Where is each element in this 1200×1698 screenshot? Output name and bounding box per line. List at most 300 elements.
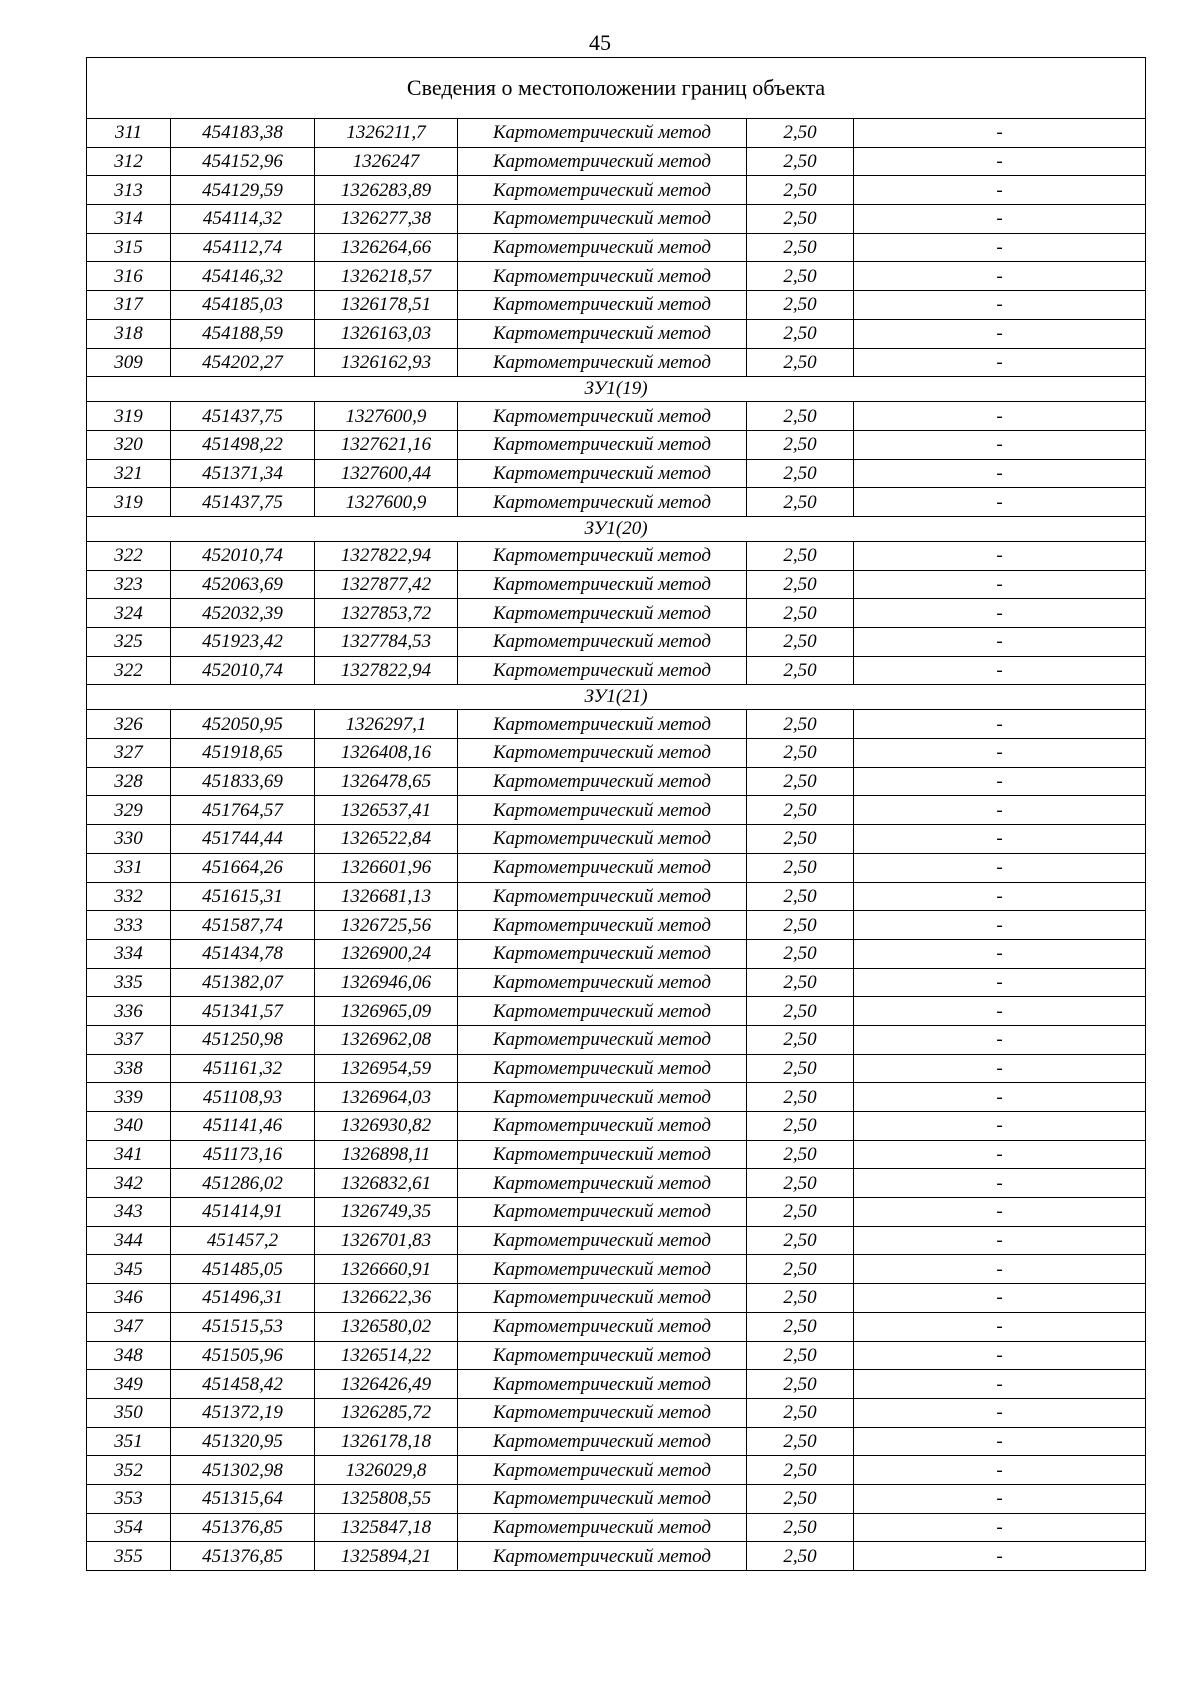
y-coordinate-cell: 1326285,72: [315, 1398, 458, 1427]
description-cell: -: [854, 911, 1146, 940]
method-cell: Картометрический метод: [458, 1398, 747, 1427]
method-cell: Картометрический метод: [458, 1198, 747, 1227]
accuracy-cell: 2,50: [747, 1427, 854, 1456]
point-number-cell: 350: [87, 1398, 171, 1427]
y-coordinate-cell: 1326522,84: [315, 825, 458, 854]
method-cell: Картометрический метод: [458, 1112, 747, 1141]
accuracy-cell: 2,50: [747, 710, 854, 739]
table-row: [87, 882, 1146, 911]
point-number-cell: 326: [87, 710, 171, 739]
method-cell: Картометрический метод: [458, 1025, 747, 1054]
point-number-cell: 319: [87, 488, 171, 517]
accuracy-cell: 2,50: [747, 205, 854, 234]
y-coordinate-cell: 1326946,06: [315, 968, 458, 997]
point-number-cell: 348: [87, 1341, 171, 1370]
x-coordinate-cell: 451141,46: [171, 1112, 315, 1141]
y-coordinate-cell: 1326283,89: [315, 176, 458, 205]
x-coordinate-cell: 451437,75: [171, 402, 315, 431]
y-coordinate-cell: 1326622,36: [315, 1284, 458, 1313]
y-coordinate-cell: 1326701,83: [315, 1226, 458, 1255]
table-row: [87, 119, 1146, 148]
description-cell: -: [854, 1341, 1146, 1370]
x-coordinate-cell: 451371,34: [171, 459, 315, 488]
y-coordinate-cell: 1326247: [315, 147, 458, 176]
method-cell: Картометрический метод: [458, 262, 747, 291]
point-number-cell: 343: [87, 1198, 171, 1227]
description-cell: -: [854, 488, 1146, 517]
x-coordinate-cell: 452050,95: [171, 710, 315, 739]
method-cell: Картометрический метод: [458, 1513, 747, 1542]
section-label: ЗУ1(21): [87, 685, 1146, 710]
method-cell: Картометрический метод: [458, 997, 747, 1026]
description-cell: -: [854, 1169, 1146, 1198]
point-number-cell: 329: [87, 796, 171, 825]
point-number-cell: 351: [87, 1427, 171, 1456]
accuracy-cell: 2,50: [747, 1484, 854, 1513]
x-coordinate-cell: 451458,42: [171, 1370, 315, 1399]
table-row: [87, 767, 1146, 796]
table-row: [87, 739, 1146, 768]
description-cell: -: [854, 233, 1146, 262]
method-cell: Картометрический метод: [458, 911, 747, 940]
table-row: [87, 205, 1146, 234]
y-coordinate-cell: 1326681,13: [315, 882, 458, 911]
method-cell: Картометрический метод: [458, 430, 747, 459]
method-cell: Картометрический метод: [458, 570, 747, 599]
accuracy-cell: 2,50: [747, 1054, 854, 1083]
x-coordinate-cell: 451764,57: [171, 796, 315, 825]
method-cell: Картометрический метод: [458, 176, 747, 205]
x-coordinate-cell: 451664,26: [171, 853, 315, 882]
description-cell: -: [854, 1226, 1146, 1255]
method-cell: Картометрический метод: [458, 488, 747, 517]
description-cell: -: [854, 1312, 1146, 1341]
x-coordinate-cell: 451376,85: [171, 1542, 315, 1571]
x-coordinate-cell: 451302,98: [171, 1456, 315, 1485]
method-cell: Картометрический метод: [458, 1169, 747, 1198]
point-number-cell: 331: [87, 853, 171, 882]
table-row: [87, 459, 1146, 488]
accuracy-cell: 2,50: [747, 911, 854, 940]
method-cell: Картометрический метод: [458, 291, 747, 320]
x-coordinate-cell: 454202,27: [171, 348, 315, 377]
y-coordinate-cell: 1326898,11: [315, 1140, 458, 1169]
accuracy-cell: 2,50: [747, 739, 854, 768]
accuracy-cell: 2,50: [747, 147, 854, 176]
x-coordinate-cell: 451173,16: [171, 1140, 315, 1169]
description-cell: -: [854, 291, 1146, 320]
y-coordinate-cell: 1325808,55: [315, 1484, 458, 1513]
y-coordinate-cell: 1325894,21: [315, 1542, 458, 1571]
point-number-cell: 341: [87, 1140, 171, 1169]
accuracy-cell: 2,50: [747, 1169, 854, 1198]
method-cell: Картометрический метод: [458, 968, 747, 997]
description-cell: -: [854, 628, 1146, 657]
y-coordinate-cell: 1326297,1: [315, 710, 458, 739]
y-coordinate-cell: 1326178,51: [315, 291, 458, 320]
x-coordinate-cell: 451457,2: [171, 1226, 315, 1255]
y-coordinate-cell: 1326426,49: [315, 1370, 458, 1399]
point-number-cell: 311: [87, 119, 171, 148]
accuracy-cell: 2,50: [747, 968, 854, 997]
table-row: [87, 968, 1146, 997]
method-cell: Картометрический метод: [458, 233, 747, 262]
description-cell: -: [854, 147, 1146, 176]
y-coordinate-cell: 1326514,22: [315, 1341, 458, 1370]
point-number-cell: 315: [87, 233, 171, 262]
y-coordinate-cell: 1326277,38: [315, 205, 458, 234]
table-row: [87, 1513, 1146, 1542]
method-cell: Картометрический метод: [458, 656, 747, 685]
table-row: [87, 319, 1146, 348]
y-coordinate-cell: 1327621,16: [315, 430, 458, 459]
x-coordinate-cell: 454114,32: [171, 205, 315, 234]
table-row: [87, 997, 1146, 1026]
boundary-coordinates-table: [86, 57, 1146, 1571]
point-number-cell: 322: [87, 541, 171, 570]
y-coordinate-cell: 1326408,16: [315, 739, 458, 768]
x-coordinate-cell: 451496,31: [171, 1284, 315, 1313]
x-coordinate-cell: 451161,32: [171, 1054, 315, 1083]
table-title-row: [87, 58, 1146, 119]
description-cell: -: [854, 796, 1146, 825]
point-number-cell: 317: [87, 291, 171, 320]
method-cell: Картометрический метод: [458, 1255, 747, 1284]
description-cell: -: [854, 882, 1146, 911]
description-cell: -: [854, 402, 1146, 431]
y-coordinate-cell: 1326962,08: [315, 1025, 458, 1054]
table-row: [87, 402, 1146, 431]
y-coordinate-cell: 1327600,9: [315, 488, 458, 517]
method-cell: Картометрический метод: [458, 319, 747, 348]
accuracy-cell: 2,50: [747, 541, 854, 570]
table-row: [87, 1427, 1146, 1456]
table-row: [87, 1054, 1146, 1083]
y-coordinate-cell: 1326832,61: [315, 1169, 458, 1198]
description-cell: -: [854, 1427, 1146, 1456]
method-cell: Картометрический метод: [458, 1341, 747, 1370]
accuracy-cell: 2,50: [747, 262, 854, 291]
description-cell: -: [854, 1284, 1146, 1313]
x-coordinate-cell: 454146,32: [171, 262, 315, 291]
section-label: ЗУ1(19): [87, 377, 1146, 402]
accuracy-cell: 2,50: [747, 459, 854, 488]
accuracy-cell: 2,50: [747, 402, 854, 431]
y-coordinate-cell: 1326954,59: [315, 1054, 458, 1083]
x-coordinate-cell: 451615,31: [171, 882, 315, 911]
description-cell: -: [854, 1054, 1146, 1083]
description-cell: -: [854, 1112, 1146, 1141]
point-number-cell: 342: [87, 1169, 171, 1198]
accuracy-cell: 2,50: [747, 233, 854, 262]
table-row: [87, 176, 1146, 205]
description-cell: -: [854, 459, 1146, 488]
accuracy-cell: 2,50: [747, 1398, 854, 1427]
x-coordinate-cell: 451498,22: [171, 430, 315, 459]
accuracy-cell: 2,50: [747, 1112, 854, 1141]
table-row: [87, 1226, 1146, 1255]
y-coordinate-cell: 1327600,44: [315, 459, 458, 488]
point-number-cell: 318: [87, 319, 171, 348]
accuracy-cell: 2,50: [747, 1370, 854, 1399]
x-coordinate-cell: 451108,93: [171, 1083, 315, 1112]
accuracy-cell: 2,50: [747, 882, 854, 911]
y-coordinate-cell: 1327877,42: [315, 570, 458, 599]
table-row: [87, 1140, 1146, 1169]
y-coordinate-cell: 1326930,82: [315, 1112, 458, 1141]
x-coordinate-cell: 452010,74: [171, 656, 315, 685]
y-coordinate-cell: 1326580,02: [315, 1312, 458, 1341]
x-coordinate-cell: 451744,44: [171, 825, 315, 854]
y-coordinate-cell: 1326749,35: [315, 1198, 458, 1227]
y-coordinate-cell: 1326964,03: [315, 1083, 458, 1112]
y-coordinate-cell: 1326537,41: [315, 796, 458, 825]
table-row: [87, 1456, 1146, 1485]
accuracy-cell: 2,50: [747, 628, 854, 657]
y-coordinate-cell: 1327822,94: [315, 656, 458, 685]
method-cell: Картометрический метод: [458, 767, 747, 796]
point-number-cell: 319: [87, 402, 171, 431]
accuracy-cell: 2,50: [747, 119, 854, 148]
table-row: [87, 570, 1146, 599]
description-cell: -: [854, 119, 1146, 148]
y-coordinate-cell: 1326163,03: [315, 319, 458, 348]
table-row: [87, 147, 1146, 176]
accuracy-cell: 2,50: [747, 1255, 854, 1284]
table-row: [87, 1484, 1146, 1513]
y-coordinate-cell: 1326264,66: [315, 233, 458, 262]
table-row: [87, 348, 1146, 377]
table-row: [87, 1112, 1146, 1141]
x-coordinate-cell: 451320,95: [171, 1427, 315, 1456]
x-coordinate-cell: 451515,53: [171, 1312, 315, 1341]
table-row: [87, 599, 1146, 628]
table-row: [87, 1284, 1146, 1313]
table-row: [87, 1370, 1146, 1399]
y-coordinate-cell: 1327600,9: [315, 402, 458, 431]
description-cell: -: [854, 1542, 1146, 1571]
point-number-cell: 320: [87, 430, 171, 459]
accuracy-cell: 2,50: [747, 1083, 854, 1112]
section-header-row: [87, 516, 1146, 541]
accuracy-cell: 2,50: [747, 488, 854, 517]
accuracy-cell: 2,50: [747, 997, 854, 1026]
description-cell: -: [854, 1398, 1146, 1427]
description-cell: -: [854, 1370, 1146, 1399]
accuracy-cell: 2,50: [747, 853, 854, 882]
description-cell: -: [854, 430, 1146, 459]
description-cell: -: [854, 319, 1146, 348]
section-header-row: [87, 377, 1146, 402]
accuracy-cell: 2,50: [747, 291, 854, 320]
y-coordinate-cell: 1325847,18: [315, 1513, 458, 1542]
method-cell: Картометрический метод: [458, 459, 747, 488]
accuracy-cell: 2,50: [747, 1456, 854, 1485]
table-row: [87, 825, 1146, 854]
accuracy-cell: 2,50: [747, 599, 854, 628]
point-number-cell: 332: [87, 882, 171, 911]
method-cell: Картометрический метод: [458, 1456, 747, 1485]
x-coordinate-cell: 451587,74: [171, 911, 315, 940]
point-number-cell: 339: [87, 1083, 171, 1112]
point-number-cell: 337: [87, 1025, 171, 1054]
x-coordinate-cell: 451376,85: [171, 1513, 315, 1542]
x-coordinate-cell: 451923,42: [171, 628, 315, 657]
method-cell: Картометрический метод: [458, 1312, 747, 1341]
description-cell: -: [854, 262, 1146, 291]
page-number: 45: [589, 30, 611, 55]
accuracy-cell: 2,50: [747, 767, 854, 796]
point-number-cell: 330: [87, 825, 171, 854]
y-coordinate-cell: 1327822,94: [315, 541, 458, 570]
point-number-cell: 322: [87, 656, 171, 685]
x-coordinate-cell: 454129,59: [171, 176, 315, 205]
table-row: [87, 430, 1146, 459]
y-coordinate-cell: 1327853,72: [315, 599, 458, 628]
description-cell: -: [854, 1025, 1146, 1054]
point-number-cell: 323: [87, 570, 171, 599]
y-coordinate-cell: 1326660,91: [315, 1255, 458, 1284]
description-cell: -: [854, 997, 1146, 1026]
description-cell: -: [854, 1140, 1146, 1169]
point-number-cell: 309: [87, 348, 171, 377]
method-cell: Картометрический метод: [458, 348, 747, 377]
y-coordinate-cell: 1326162,93: [315, 348, 458, 377]
accuracy-cell: 2,50: [747, 796, 854, 825]
table-row: [87, 291, 1146, 320]
description-cell: -: [854, 939, 1146, 968]
method-cell: Картометрический метод: [458, 119, 747, 148]
x-coordinate-cell: 452063,69: [171, 570, 315, 599]
x-coordinate-cell: 451341,57: [171, 997, 315, 1026]
description-cell: -: [854, 1255, 1146, 1284]
table-row: [87, 1198, 1146, 1227]
accuracy-cell: 2,50: [747, 176, 854, 205]
table-row: [87, 262, 1146, 291]
table-row: [87, 1025, 1146, 1054]
method-cell: Картометрический метод: [458, 939, 747, 968]
point-number-cell: 347: [87, 1312, 171, 1341]
accuracy-cell: 2,50: [747, 1312, 854, 1341]
y-coordinate-cell: 1326029,8: [315, 1456, 458, 1485]
method-cell: Картометрический метод: [458, 1370, 747, 1399]
method-cell: Картометрический метод: [458, 1226, 747, 1255]
description-cell: -: [854, 767, 1146, 796]
table-row: [87, 1255, 1146, 1284]
x-coordinate-cell: 452032,39: [171, 599, 315, 628]
accuracy-cell: 2,50: [747, 1341, 854, 1370]
accuracy-cell: 2,50: [747, 430, 854, 459]
method-cell: Картометрический метод: [458, 1427, 747, 1456]
point-number-cell: 346: [87, 1284, 171, 1313]
x-coordinate-cell: 454188,59: [171, 319, 315, 348]
method-cell: Картометрический метод: [458, 853, 747, 882]
description-cell: -: [854, 739, 1146, 768]
description-cell: -: [854, 656, 1146, 685]
method-cell: Картометрический метод: [458, 739, 747, 768]
x-coordinate-cell: 451315,64: [171, 1484, 315, 1513]
accuracy-cell: 2,50: [747, 656, 854, 685]
table-row: [87, 1312, 1146, 1341]
point-number-cell: 353: [87, 1484, 171, 1513]
accuracy-cell: 2,50: [747, 570, 854, 599]
method-cell: Картометрический метод: [458, 796, 747, 825]
point-number-cell: 327: [87, 739, 171, 768]
y-coordinate-cell: 1326178,18: [315, 1427, 458, 1456]
description-cell: -: [854, 1198, 1146, 1227]
method-cell: Картометрический метод: [458, 1083, 747, 1112]
x-coordinate-cell: 451437,75: [171, 488, 315, 517]
point-number-cell: 336: [87, 997, 171, 1026]
point-number-cell: 349: [87, 1370, 171, 1399]
x-coordinate-cell: 454152,96: [171, 147, 315, 176]
method-cell: Картометрический метод: [458, 1484, 747, 1513]
x-coordinate-cell: 451485,05: [171, 1255, 315, 1284]
point-number-cell: 344: [87, 1226, 171, 1255]
point-number-cell: 313: [87, 176, 171, 205]
method-cell: Картометрический метод: [458, 1054, 747, 1083]
accuracy-cell: 2,50: [747, 1542, 854, 1571]
method-cell: Картометрический метод: [458, 205, 747, 234]
point-number-cell: 335: [87, 968, 171, 997]
method-cell: Картометрический метод: [458, 402, 747, 431]
description-cell: -: [854, 205, 1146, 234]
table-row: [87, 1542, 1146, 1571]
method-cell: Картометрический метод: [458, 1284, 747, 1313]
table-row: [87, 939, 1146, 968]
y-coordinate-cell: 1326900,24: [315, 939, 458, 968]
table-row: [87, 796, 1146, 825]
method-cell: Картометрический метод: [458, 882, 747, 911]
method-cell: Картометрический метод: [458, 1542, 747, 1571]
x-coordinate-cell: 451918,65: [171, 739, 315, 768]
table-row: [87, 541, 1146, 570]
point-number-cell: 345: [87, 1255, 171, 1284]
description-cell: -: [854, 599, 1146, 628]
description-cell: -: [854, 1513, 1146, 1542]
y-coordinate-cell: 1326478,65: [315, 767, 458, 796]
description-cell: -: [854, 1083, 1146, 1112]
x-coordinate-cell: 451414,91: [171, 1198, 315, 1227]
accuracy-cell: 2,50: [747, 1284, 854, 1313]
point-number-cell: 334: [87, 939, 171, 968]
description-cell: -: [854, 176, 1146, 205]
y-coordinate-cell: 1326218,57: [315, 262, 458, 291]
method-cell: Картометрический метод: [458, 599, 747, 628]
point-number-cell: 321: [87, 459, 171, 488]
x-coordinate-cell: 451382,07: [171, 968, 315, 997]
point-number-cell: 355: [87, 1542, 171, 1571]
point-number-cell: 325: [87, 628, 171, 657]
x-coordinate-cell: 454112,74: [171, 233, 315, 262]
description-cell: -: [854, 1456, 1146, 1485]
point-number-cell: 316: [87, 262, 171, 291]
method-cell: Картометрический метод: [458, 825, 747, 854]
description-cell: -: [854, 541, 1146, 570]
accuracy-cell: 2,50: [747, 1198, 854, 1227]
table-row: [87, 233, 1146, 262]
x-coordinate-cell: 451833,69: [171, 767, 315, 796]
x-coordinate-cell: 451372,19: [171, 1398, 315, 1427]
description-cell: -: [854, 825, 1146, 854]
x-coordinate-cell: 454185,03: [171, 291, 315, 320]
table-row: [87, 710, 1146, 739]
table-row: [87, 911, 1146, 940]
table-title: Сведения о местоположении границ объекта: [87, 58, 1146, 119]
table-row: [87, 1341, 1146, 1370]
x-coordinate-cell: 451505,96: [171, 1341, 315, 1370]
section-header-row: [87, 685, 1146, 710]
